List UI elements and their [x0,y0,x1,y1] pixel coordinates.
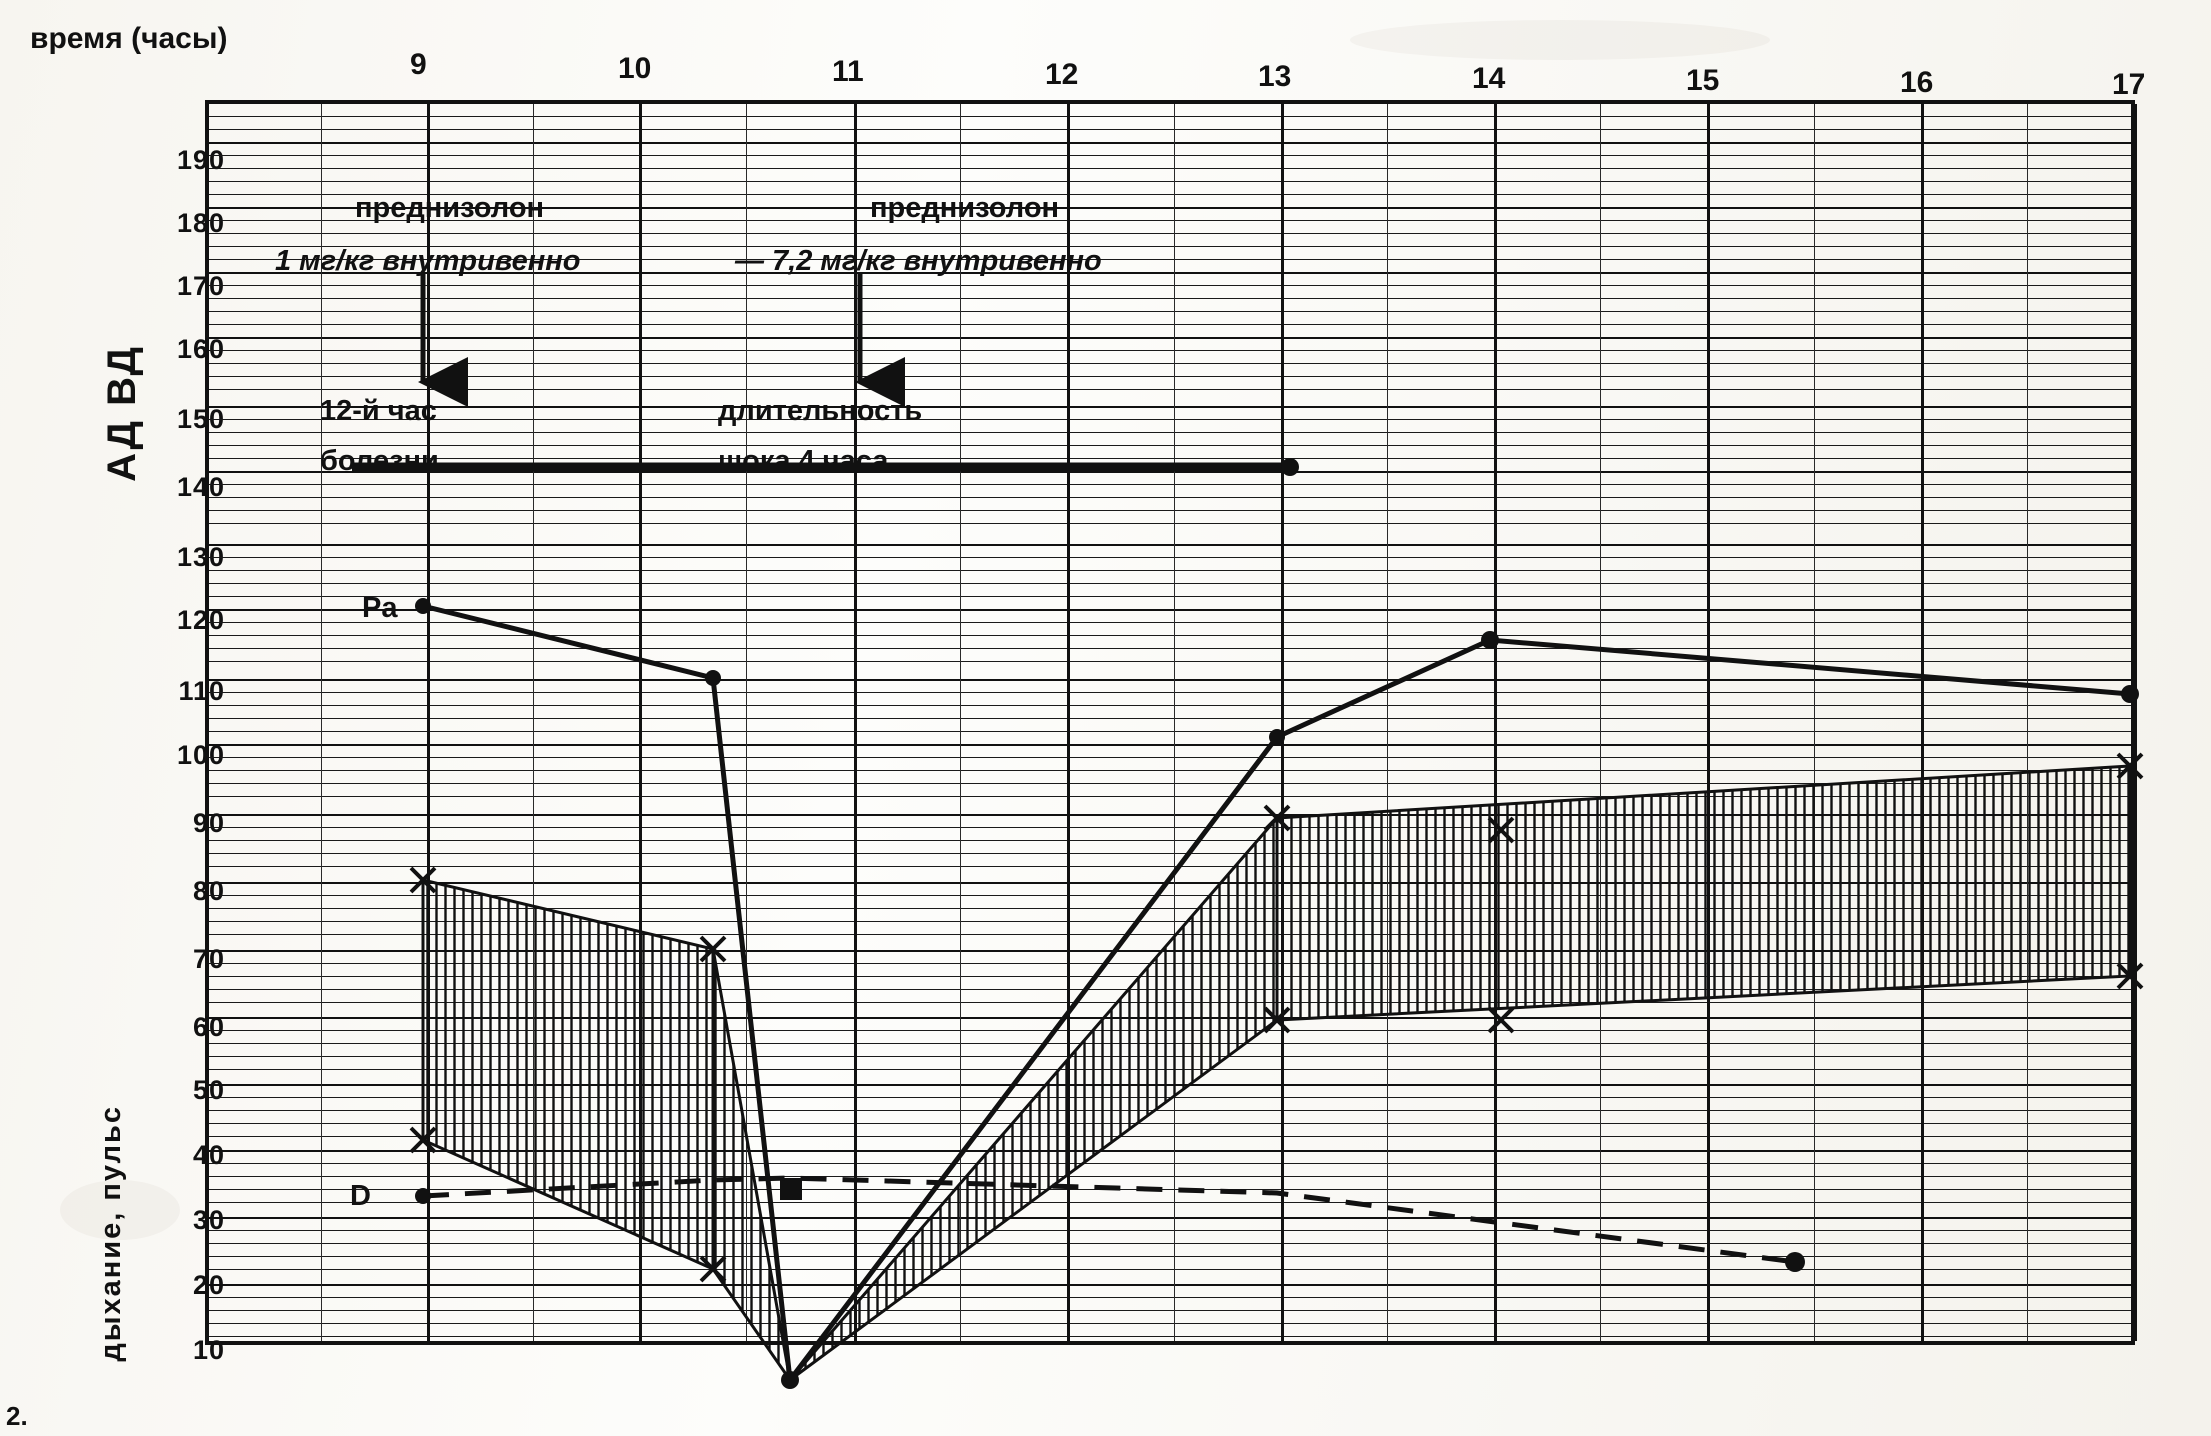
y-tick-160: 160 [176,334,225,364]
x-tick-10: 10 [618,52,652,85]
x-tick-9: 9 [410,48,427,81]
annotation-shock-line2: шока 4 часа [718,445,889,477]
y-tick-40: 40 [192,1140,225,1170]
grid [209,104,2131,1341]
x-tick-11: 11 [832,55,864,88]
y-tick-100: 100 [176,740,225,770]
x-tick-17: 17 [2112,68,2146,101]
series-label-d: D [350,1180,371,1212]
annotation-shock-line1: длительность [718,395,923,427]
y-tick-130: 130 [176,542,225,572]
annotation-drug2-line2: — 7,2 мг/кг внутривенно [735,245,1102,277]
y-tick-150: 150 [176,404,225,434]
y-tick-60: 60 [192,1012,225,1042]
y-axis-title-bottom: дыхание, пульс [95,1105,127,1362]
figure-caption: 2. [6,1401,28,1431]
y-tick-70: 70 [192,944,225,974]
y-tick-180: 180 [176,208,225,238]
y-tick-110: 110 [178,676,225,706]
x-tick-16: 16 [1900,66,1934,99]
x-tick-15: 15 [1686,64,1720,97]
annotation-hour-line1: 12-й час [320,395,437,427]
annotation-hour-line2: болезни [320,445,439,477]
annotation-drug2-line1: преднизолон [870,192,1060,224]
annotation-drug1-line1: преднизолон [355,192,545,224]
annotation-drug1-line2: 1 мг/кг внутривенно [275,245,581,277]
y-tick-80: 80 [192,876,225,906]
y-tick-20: 20 [192,1270,225,1300]
y-tick-50: 50 [192,1075,225,1105]
x-tick-13: 13 [1258,60,1292,93]
y-tick-10: 10 [192,1335,225,1365]
x-tick-12: 12 [1045,58,1079,91]
x-axis-title: время (часы) [30,22,228,55]
y-axis-title-top: АД ВД [100,345,144,482]
x-tick-14: 14 [1472,62,1506,95]
y-tick-140: 140 [176,472,225,502]
y-tick-120: 120 [176,605,225,635]
y-tick-30: 30 [192,1205,225,1235]
y-tick-190: 190 [176,145,225,175]
y-tick-90: 90 [192,808,225,838]
series-label-pa: Pa [362,592,398,624]
plot-area [205,100,2135,1345]
y-tick-170: 170 [176,271,225,301]
